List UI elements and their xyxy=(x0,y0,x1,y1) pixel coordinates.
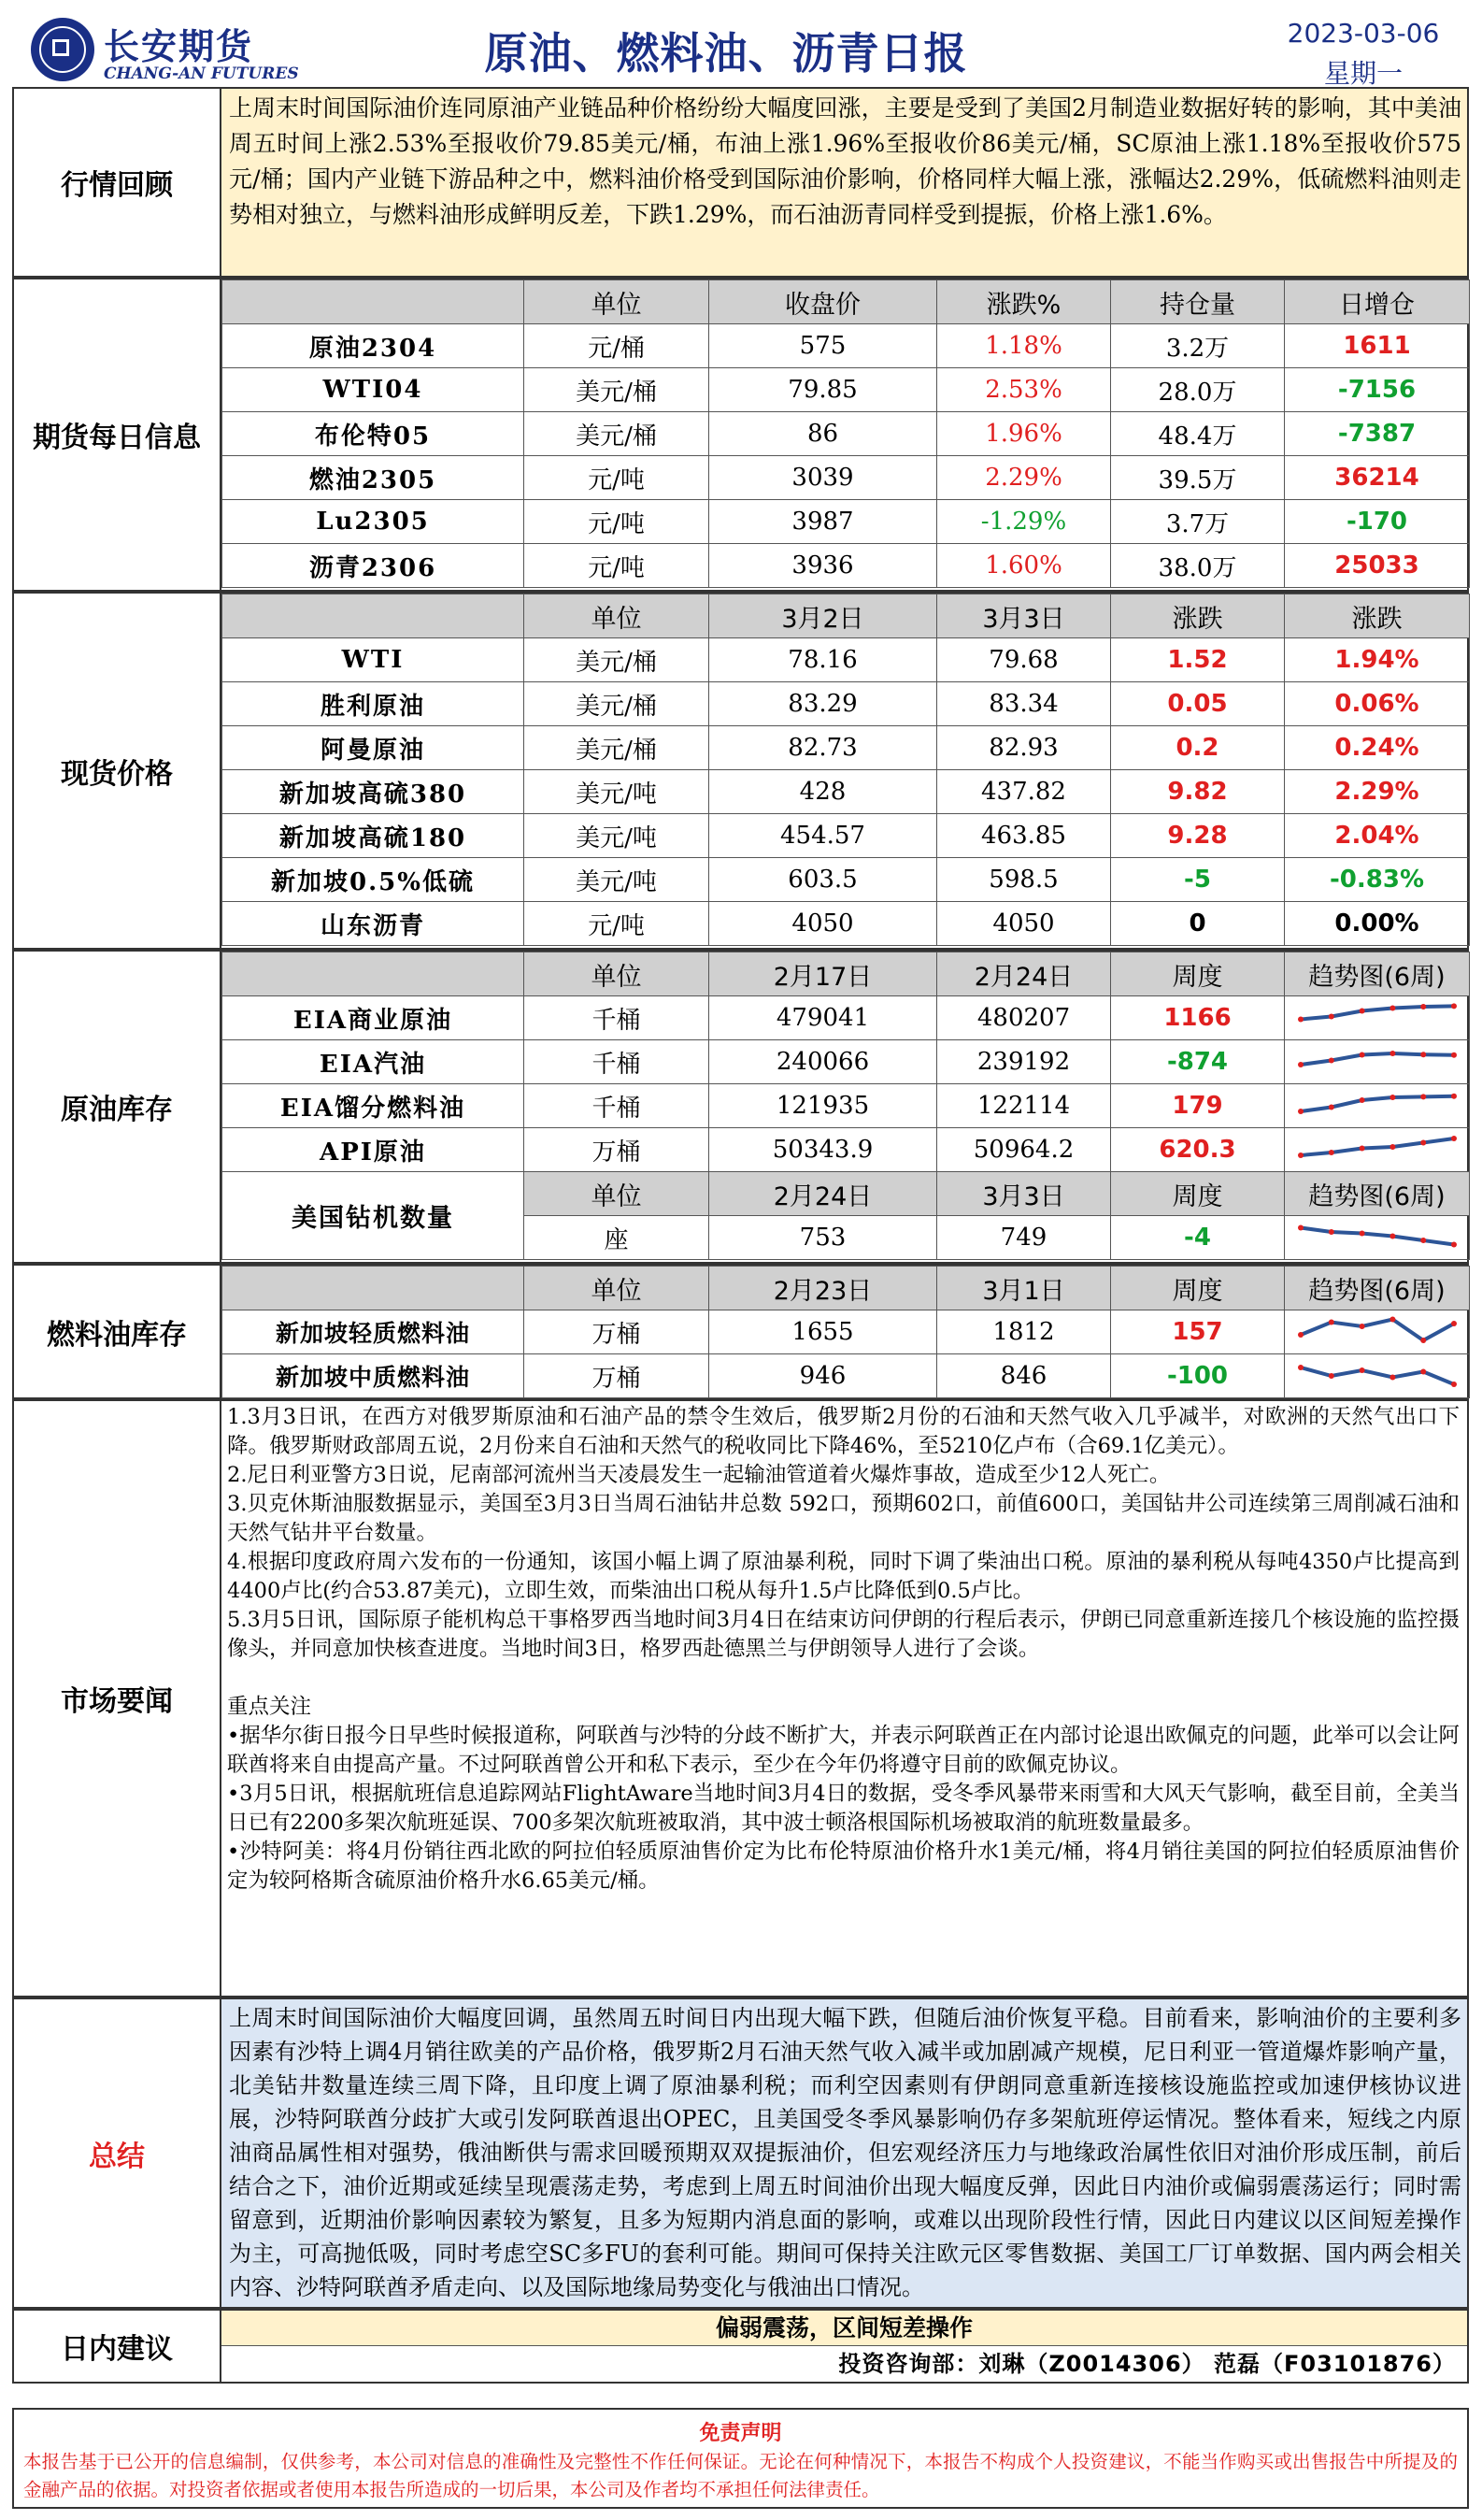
value-week1: 240066 xyxy=(709,1040,937,1084)
column-header: 涨跌 xyxy=(1285,594,1470,638)
column-header: 单位 xyxy=(524,1267,709,1310)
change-pct: 2.29% xyxy=(1285,770,1470,814)
change-pct: 1.18% xyxy=(937,324,1111,368)
trend-point xyxy=(1389,1234,1395,1239)
change-pct: 2.53% xyxy=(937,368,1111,412)
column-header: 3月2日 xyxy=(709,594,937,638)
product-name: 新加坡0.5%低硫 xyxy=(222,858,524,902)
value-week2: 122114 xyxy=(937,1084,1111,1128)
unit: 元/吨 xyxy=(524,544,709,588)
close-price: 86 xyxy=(709,412,937,456)
trend-line xyxy=(1301,1228,1454,1245)
value-week1: 121935 xyxy=(709,1084,937,1128)
report-weekday: 星期一 xyxy=(1323,58,1403,89)
change-value: 9.82 xyxy=(1111,770,1285,814)
spot-section xyxy=(12,592,1469,950)
table-row xyxy=(222,368,1470,412)
trend-point xyxy=(1359,1052,1364,1058)
trend-sparkline xyxy=(1293,1087,1461,1124)
open-interest: 28.0万 xyxy=(1111,368,1285,412)
change-value: 0.05 xyxy=(1111,682,1285,726)
column-header xyxy=(222,1267,524,1310)
close-price: 575 xyxy=(709,324,937,368)
review-text: 上周末时间国际油价连同原油产业链品种价格纷纷大幅度回涨，主要是受到了美国2月制造业数据好转的影响，其中美油周五时间上涨2.53%至报收价79.85美元/桶，布油上涨1.96%至报收价86美元/桶，SC原油上涨1.18%至报收价575元/桶；国内产业链下游品种之中，燃料油价格受到国际油价影响，价格同样大幅上涨，涨幅达2.29%，低硫燃料油则走势相对独立，与燃料油形成鲜明反差，下跌1.29%，而石油沥青同样受到提振，价格上涨1.6%。 xyxy=(229,94,1461,228)
trend-point xyxy=(1328,1014,1333,1020)
news-body xyxy=(221,1401,1467,1896)
price-day1: 4050 xyxy=(709,902,937,946)
column-header xyxy=(222,594,524,638)
trend-sparkline xyxy=(1293,1131,1461,1168)
trend-point xyxy=(1328,1058,1333,1064)
trend-point xyxy=(1389,1051,1395,1056)
daily-increase: 25033 xyxy=(1285,544,1470,588)
unit: 万桶 xyxy=(524,1128,709,1172)
trend-sparkline xyxy=(1293,999,1461,1037)
column-header: 周度 xyxy=(1111,1267,1285,1310)
unit: 元/桶 xyxy=(524,324,709,368)
trend-point xyxy=(1298,1332,1304,1338)
unit: 千桶 xyxy=(524,1084,709,1128)
product-name: WTI xyxy=(222,638,524,682)
trend-chart-cell xyxy=(1285,1310,1470,1354)
crude-stock-section xyxy=(12,950,1469,1264)
summary-text: 上周末时间国际油价大幅度回调，虽然周五时间日内出现大幅下跌，但随后油价恢复平稳。目前看来，影响油价的主要利多因素有沙特上调4月销往欧美的产品价格，俄罗斯2月石油天然气收入减半或加剧减产规模，尼日利亚一管道爆炸影响产量，北美钻井数量连续三周下降，且印度上调了原油暴利税；而利空因素则有伊朗同意重新连接核设施监控或加速伊核协议进展，沙特阿联酋分歧扩大或引发阿联酋退出OPEC，且美国受冬季风暴影响仍存多架航班停运情况。整体看来，短线之内原油商品属性相对强势，俄油断供与需求回暖预期双双提振油价，但宏观经济压力与地缘政治属性依旧对油价形成压制，前后结合之下，油价近期或延续呈现震荡走势，考虑到上周五时间油价出现大幅度反弹，因此日内油价或偏弱震荡运行；同时需留意到，近期油价影响因素较为繁复，且多为短期内消息面的影响，或难以出现阶段性行情，因此日内建议以区间短差操作为主，可高抛低吸，同时考虑空SC多FU的套利可能。期间可保持关注欧元区零售数据、美国工厂订单数据、国内两会相关内容、沙特阿联酋矛盾走向、以及国际地缘局势变化与俄油出口情况。 xyxy=(229,2005,1461,2300)
unit: 千桶 xyxy=(524,1040,709,1084)
weekly-change: -100 xyxy=(1111,1354,1285,1398)
daily-increase: -7156 xyxy=(1285,368,1470,412)
contract-name: 原油2304 xyxy=(222,324,524,368)
column-header: 收盘价 xyxy=(709,280,937,324)
trend-point xyxy=(1451,1136,1457,1141)
table-header-row xyxy=(222,594,1470,638)
focus-title: 重点关注 xyxy=(227,1695,312,1719)
column-header: 单位 xyxy=(524,952,709,996)
trend-line xyxy=(1301,1096,1454,1111)
open-interest: 3.2万 xyxy=(1111,324,1285,368)
trend-line xyxy=(1301,1006,1454,1019)
contract-name: Lu2305 xyxy=(222,500,524,544)
price-day1: 82.73 xyxy=(709,726,937,770)
change-pct: -0.83% xyxy=(1285,858,1470,902)
focus-item: •据华尔街日报今日早些时候报道称，阿联酋与沙特的分歧不断扩大，并表示阿联酋正在内部讨论退出欧佩克的问题，此举可以会让阿联酋将来自由提高产量。不过阿联酋曾公开和私下表示，至少在今年仍将遵守目前的欧佩克协议。 xyxy=(227,1724,1460,1777)
unit: 千桶 xyxy=(524,996,709,1040)
unit: 元/吨 xyxy=(524,500,709,544)
value-week1: 479041 xyxy=(709,996,937,1040)
trend-point xyxy=(1359,1146,1364,1152)
value-week2: 1812 xyxy=(937,1310,1111,1354)
change-pct: 1.60% xyxy=(937,544,1111,588)
trend-point xyxy=(1420,1094,1426,1099)
column-header: 2月24日 xyxy=(709,1172,937,1216)
column-header: 涨跌 xyxy=(1111,594,1285,638)
news-label: 市场要闻 xyxy=(14,1401,221,1996)
table-header-row xyxy=(222,1267,1470,1310)
rig-count-title: 美国钻机数量 xyxy=(222,1172,524,1260)
trend-point xyxy=(1298,1153,1304,1158)
trend-point xyxy=(1451,1242,1457,1248)
trend-point xyxy=(1389,1095,1395,1100)
price-day2: 4050 xyxy=(937,902,1111,946)
unit: 美元/桶 xyxy=(524,638,709,682)
column-header: 涨跌% xyxy=(937,280,1111,324)
review-label: 行情回顾 xyxy=(14,89,221,276)
price-day1: 83.29 xyxy=(709,682,937,726)
unit: 座 xyxy=(524,1216,709,1260)
trend-line xyxy=(1301,1320,1454,1341)
table-row xyxy=(222,814,1470,858)
unit: 元/吨 xyxy=(524,902,709,946)
unit: 美元/吨 xyxy=(524,858,709,902)
change-pct: 1.96% xyxy=(937,412,1111,456)
price-day1: 603.5 xyxy=(709,858,937,902)
news-item: 4.根据印度政府周六发布的一份通知，该国小幅上调了原油暴利税，同时下调了柴油出口税。原油的暴利税从每吨4350卢比提高到4400卢比(约合53.87美元)，立即生效，而柴油出口税从每升1.5卢比降低到0.5卢比。 xyxy=(227,1550,1460,1603)
value-week1: 50343.9 xyxy=(709,1128,937,1172)
change-pct: 2.04% xyxy=(1285,814,1470,858)
rig-header-row xyxy=(222,1172,1470,1216)
report-header xyxy=(25,14,1457,87)
price-day2: 83.34 xyxy=(937,682,1111,726)
change-pct: -1.29% xyxy=(937,500,1111,544)
fuel-stock-table xyxy=(221,1266,1470,1398)
trend-point xyxy=(1420,1140,1426,1146)
table-row xyxy=(222,770,1470,814)
price-day2: 463.85 xyxy=(937,814,1111,858)
table-row xyxy=(222,500,1470,544)
futures-section xyxy=(12,278,1469,592)
trend-point xyxy=(1451,1052,1457,1058)
trend-point xyxy=(1420,1338,1426,1343)
logo-en: CHANG-AN FUTURES xyxy=(104,64,299,83)
change-pct: 0.24% xyxy=(1285,726,1470,770)
column-header: 趋势图(6周) xyxy=(1285,1172,1470,1216)
change-value: -5 xyxy=(1111,858,1285,902)
summary-section xyxy=(12,1997,1469,2309)
trend-point xyxy=(1359,1009,1364,1014)
table-row xyxy=(222,1128,1470,1172)
value-week2: 50964.2 xyxy=(937,1128,1111,1172)
report-date: 2023-03-06 xyxy=(1287,18,1440,49)
unit: 美元/吨 xyxy=(524,770,709,814)
price-day2: 79.68 xyxy=(937,638,1111,682)
trend-line xyxy=(1301,1053,1454,1065)
column-header: 持仓量 xyxy=(1111,280,1285,324)
inventory-name: EIA商业原油 xyxy=(222,996,524,1040)
value-week1: 946 xyxy=(709,1354,937,1398)
daily-increase: 1611 xyxy=(1285,324,1470,368)
trend-point xyxy=(1328,1320,1333,1325)
column-header: 2月17日 xyxy=(709,952,937,996)
trend-point xyxy=(1328,1373,1333,1379)
trend-point xyxy=(1420,1052,1426,1057)
daily-increase: -7387 xyxy=(1285,412,1470,456)
contract-name: WTI04 xyxy=(222,368,524,412)
value-week1: 753 xyxy=(709,1216,937,1260)
open-interest: 48.4万 xyxy=(1111,412,1285,456)
value-week2: 846 xyxy=(937,1354,1111,1398)
table-header-row xyxy=(222,280,1470,324)
focus-item: •3月5日讯，根据航班信息追踪网站FlightAware当地时间3月4日的数据，受冬季风暴带来雨雪和大风天气影响，截至目前，全美当日已有2200多架次航班延误、700多架次航班被取消，其中波士顿洛根国际机场被取消的航班数量最多。 xyxy=(227,1782,1460,1835)
trend-point xyxy=(1451,1094,1457,1099)
column-header xyxy=(222,280,524,324)
summary-label: 总结 xyxy=(14,1999,221,2307)
trend-point xyxy=(1389,1375,1395,1381)
trend-point xyxy=(1298,1225,1304,1231)
column-header xyxy=(222,952,524,996)
trend-point xyxy=(1451,1003,1457,1009)
inventory-name: API原油 xyxy=(222,1128,524,1172)
trend-chart-cell xyxy=(1285,1128,1470,1172)
report-title: 原油、燃料油、沥青日报 xyxy=(484,28,968,79)
change-pct: 0.06% xyxy=(1285,682,1470,726)
weekly-change: 620.3 xyxy=(1111,1128,1285,1172)
product-name: 胜利原油 xyxy=(222,682,524,726)
unit: 万桶 xyxy=(524,1354,709,1398)
trend-point xyxy=(1328,1105,1333,1110)
column-header: 周度 xyxy=(1111,1172,1285,1216)
unit: 美元/桶 xyxy=(524,682,709,726)
unit: 万桶 xyxy=(524,1310,709,1354)
product-name: 新加坡高硫180 xyxy=(222,814,524,858)
trend-point xyxy=(1420,1238,1426,1243)
trend-point xyxy=(1359,1231,1364,1237)
summary-box xyxy=(221,1999,1467,2307)
trend-point xyxy=(1389,1317,1395,1323)
column-header: 趋势图(6周) xyxy=(1285,1267,1470,1310)
table-row xyxy=(222,902,1470,946)
trend-sparkline xyxy=(1293,1357,1461,1395)
trend-chart-cell xyxy=(1285,996,1470,1040)
product-name: 新加坡高硫380 xyxy=(222,770,524,814)
spot-label: 现货价格 xyxy=(14,594,221,948)
column-header: 3月1日 xyxy=(937,1267,1111,1310)
unit: 美元/桶 xyxy=(524,726,709,770)
change-value: 0.2 xyxy=(1111,726,1285,770)
trend-point xyxy=(1328,1229,1333,1235)
news-item: 1.3月3日讯，在西方对俄罗斯原油和石油产品的禁令生效后，俄罗斯2月份的石油和天然气收入几乎减半，对欧洲的天然气出口下降。俄罗斯财政部周五说，2月份来自石油和天然气的税收同比下降46%，至5210亿卢布（合69.1亿美元）。 xyxy=(227,1405,1460,1458)
trend-chart-cell xyxy=(1285,1354,1470,1398)
trend-line xyxy=(1301,1138,1454,1155)
focus-item: •沙特阿美：将4月份销往西北欧的阿拉伯轻质原油售价定为比布伦特原油价格升水1美元/桶，将4月销往美国的阿拉伯轻质原油售价定为较阿格斯含硫原油价格升水6.65美元/桶。 xyxy=(227,1840,1460,1893)
weekly-change: -874 xyxy=(1111,1040,1285,1084)
table-row xyxy=(222,456,1470,500)
table-row xyxy=(222,324,1470,368)
inventory-name: EIA汽油 xyxy=(222,1040,524,1084)
open-interest: 39.5万 xyxy=(1111,456,1285,500)
trend-chart-cell xyxy=(1285,1084,1470,1128)
trend-line xyxy=(1301,1367,1454,1384)
table-row xyxy=(222,1310,1470,1354)
contract-name: 布伦特05 xyxy=(222,412,524,456)
column-header: 3月3日 xyxy=(937,1172,1111,1216)
table-row xyxy=(222,858,1470,902)
column-header: 趋势图(6周) xyxy=(1285,952,1470,996)
close-price: 3936 xyxy=(709,544,937,588)
table-row xyxy=(222,1040,1470,1084)
futures-table xyxy=(221,279,1470,588)
close-price: 79.85 xyxy=(709,368,937,412)
trend-point xyxy=(1451,1321,1457,1326)
weekly-change: 179 xyxy=(1111,1084,1285,1128)
product-name: 阿曼原油 xyxy=(222,726,524,770)
intraday-advice: 偏弱震荡，区间短差操作 xyxy=(221,2311,1467,2346)
trend-point xyxy=(1359,1324,1364,1329)
table-row xyxy=(222,996,1470,1040)
unit: 元/吨 xyxy=(524,456,709,500)
inventory-name: EIA馏分燃料油 xyxy=(222,1084,524,1128)
change-value: 9.28 xyxy=(1111,814,1285,858)
daily-increase: 36214 xyxy=(1285,456,1470,500)
review-section xyxy=(12,87,1469,278)
table-header-row xyxy=(222,952,1470,996)
open-interest: 3.7万 xyxy=(1111,500,1285,544)
contract-name: 燃油2305 xyxy=(222,456,524,500)
trend-point xyxy=(1420,1369,1426,1375)
change-pct: 2.29% xyxy=(937,456,1111,500)
price-day1: 428 xyxy=(709,770,937,814)
inventory-name: 新加坡中质燃料油 xyxy=(222,1354,524,1398)
change-pct: 1.94% xyxy=(1285,638,1470,682)
table-row xyxy=(222,726,1470,770)
trend-point xyxy=(1359,1097,1364,1103)
table-row xyxy=(222,638,1470,682)
value-week1: 1655 xyxy=(709,1310,937,1354)
news-item: 2.尼日利亚警方3日说，尼南部河流州当天凌晨发生一起输油管道着火爆炸事故，造成至少12人死亡。 xyxy=(227,1463,1171,1487)
value-week2: 749 xyxy=(937,1216,1111,1260)
contract-name: 沥青2306 xyxy=(222,544,524,588)
inventory-name: 新加坡轻质燃料油 xyxy=(222,1310,524,1354)
close-price: 3987 xyxy=(709,500,937,544)
news-section xyxy=(12,1399,1469,1997)
trend-point xyxy=(1389,1006,1395,1011)
trend-sparkline xyxy=(1293,1043,1461,1081)
column-header: 日增仓 xyxy=(1285,280,1470,324)
news-box xyxy=(221,1401,1467,1996)
close-price: 3039 xyxy=(709,456,937,500)
trend-chart-cell xyxy=(1285,1216,1470,1260)
table-row xyxy=(222,1354,1470,1398)
logo-cn: 长安期货 xyxy=(104,26,254,67)
value-week2: 239192 xyxy=(937,1040,1111,1084)
futures-label: 期货每日信息 xyxy=(14,279,221,590)
trend-sparkline xyxy=(1293,1313,1461,1351)
value-week2: 480207 xyxy=(937,996,1111,1040)
column-header: 2月24日 xyxy=(937,952,1111,996)
product-name: 山东沥青 xyxy=(222,902,524,946)
trend-point xyxy=(1298,1365,1304,1370)
spacer xyxy=(227,1664,1460,1693)
table-row xyxy=(222,544,1470,588)
column-header: 2月23日 xyxy=(709,1267,937,1310)
unit: 美元/桶 xyxy=(524,412,709,456)
advisor-info: 投资咨询部：刘琳（Z0014306） 范磊（F03101876） xyxy=(838,2351,1456,2377)
spot-table xyxy=(221,594,1470,946)
trend-point xyxy=(1298,1017,1304,1023)
unit: 美元/桶 xyxy=(524,368,709,412)
column-header: 3月3日 xyxy=(937,594,1111,638)
price-day2: 82.93 xyxy=(937,726,1111,770)
disclaimer-title: 免责声明 xyxy=(699,2422,782,2445)
open-interest: 38.0万 xyxy=(1111,544,1285,588)
news-item: 3.贝克休斯油服数据显示，美国至3月3日当周石油钻井总数 592口，预期602口，前值600口，美国钻井公司连续第三周削减石油和天然气钻井平台数量。 xyxy=(227,1492,1460,1545)
table-row xyxy=(222,682,1470,726)
weekly-change: -4 xyxy=(1111,1216,1285,1260)
disclaimer-text: 本报告基于已公开的信息编制，仅供参考，本公司对信息的准确性及完整性不作任何保证。无论在何种情况下，本报告不构成个人投资建议，不能当作购买或出售报告中所提及的金融产品的依据。对投资者依据或者使用本报告所造成的一切后果，本公司及作者均不承担任何法律责任。 xyxy=(23,2451,1458,2500)
column-header: 周度 xyxy=(1111,952,1285,996)
column-header: 单位 xyxy=(524,280,709,324)
crude-stock-label: 原油库存 xyxy=(14,952,221,1262)
news-item: 5.3月5日讯，国际原子能机构总干事格罗西当地时间3月4日在结束访问伊朗的行程后表示，伊朗已同意重新连接几个核设施的监控摄像头，并同意加快核查进度。当地时间3日，格罗西赴德黑兰与伊朗领导人进行了会谈。 xyxy=(227,1608,1460,1661)
trend-point xyxy=(1359,1367,1364,1373)
intraday-label: 日内建议 xyxy=(14,2311,221,2382)
weekly-change: 157 xyxy=(1111,1310,1285,1354)
column-header: 单位 xyxy=(524,594,709,638)
disclaimer xyxy=(12,2408,1469,2509)
change-pct: 0.00% xyxy=(1285,902,1470,946)
company-logo-icon xyxy=(31,18,94,81)
weekly-change: 1166 xyxy=(1111,996,1285,1040)
trend-point xyxy=(1328,1150,1333,1155)
daily-increase: -170 xyxy=(1285,500,1470,544)
change-value: 1.52 xyxy=(1111,638,1285,682)
trend-chart-cell xyxy=(1285,1040,1470,1084)
table-row xyxy=(222,412,1470,456)
fuel-stock-section xyxy=(12,1264,1469,1399)
column-header: 单位 xyxy=(524,1172,709,1216)
trend-point xyxy=(1298,1109,1304,1114)
unit: 美元/吨 xyxy=(524,814,709,858)
price-day2: 437.82 xyxy=(937,770,1111,814)
trend-point xyxy=(1389,1144,1395,1150)
review-box xyxy=(221,89,1467,276)
trend-point xyxy=(1298,1062,1304,1067)
trend-point xyxy=(1451,1382,1457,1387)
crude-stock-table xyxy=(221,952,1470,1260)
table-row xyxy=(222,1084,1470,1128)
price-day2: 598.5 xyxy=(937,858,1111,902)
trend-sparkline xyxy=(1293,1219,1461,1256)
change-value: 0 xyxy=(1111,902,1285,946)
trend-point xyxy=(1420,1004,1426,1009)
price-day1: 78.16 xyxy=(709,638,937,682)
intraday-section xyxy=(12,2309,1469,2384)
price-day1: 454.57 xyxy=(709,814,937,858)
fuel-stock-label: 燃料油库存 xyxy=(14,1266,221,1397)
